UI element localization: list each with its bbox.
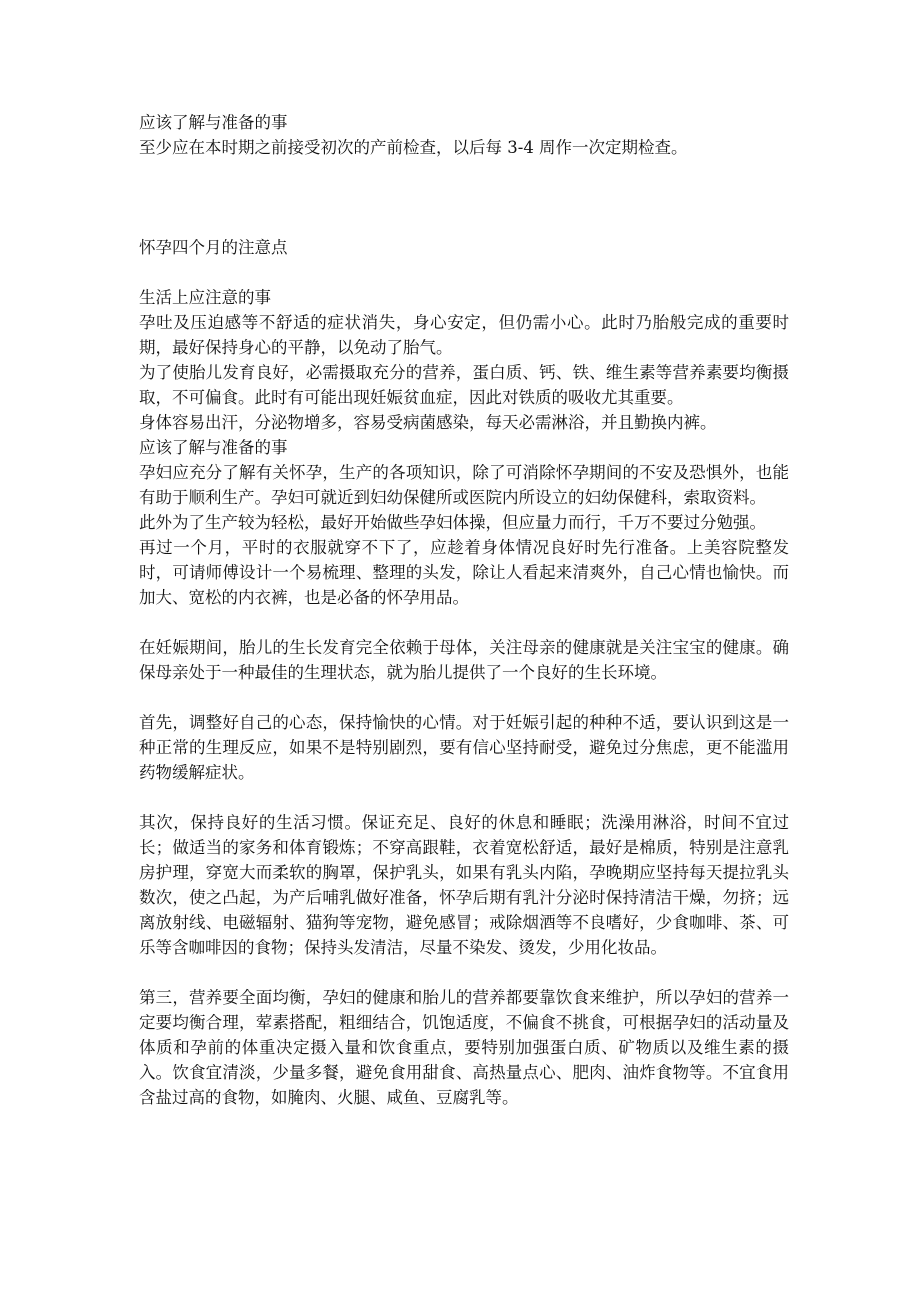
paragraph: 再过一个月，平时的衣服就穿不下了，应趁着身体情况良好时先行准备。上美容院整发时，可请师傅设计一个易梳理、整理的头发，除让人看起来清爽外，自己心情也愉快。而加大、宽松的内衣裤，也是必备的怀孕用品。 bbox=[139, 538, 789, 607]
paragraph: 首先，调整好自己的心态，保持愉快的心情。对于妊娠引起的种种不适，要认识到这是一种正常的生理反应，如果不是特别剧烈，要有信心坚持耐受，避免过分焦虑，更不能滥用药物缓解症状。 bbox=[139, 713, 789, 782]
document-page bbox=[139, 110, 789, 1110]
paragraph: 为了使胎儿发育良好，必需摄取充分的营养，蛋白质、钙、铁、维生素等营养素要均衡摄取，不可偏食。此时有可能出现妊娠贫血症，因此对铁质的吸收尤其重要。 bbox=[139, 363, 789, 407]
paragraph: 孕吐及压迫感等不舒适的症状消失，身心安定，但仍需小心。此时乃胎般完成的重要时期，最好保持身心的平静，以免动了胎气。 bbox=[139, 313, 789, 357]
paragraph: 在妊娠期间，胎儿的生长发育完全依赖于母体，关注母亲的健康就是关注宝宝的健康。确保母亲处于一种最佳的生理状态，就为胎儿提供了一个良好的生长环境。 bbox=[139, 638, 789, 682]
spacer bbox=[139, 960, 789, 985]
paragraph: 此外为了生产较为轻松，最好开始做些孕妇体操，但应量力而行，千万不要过分勉强。 bbox=[139, 513, 766, 532]
section-heading: 应该了解与准备的事 bbox=[139, 438, 288, 457]
spacer bbox=[139, 260, 789, 285]
paragraph: 孕妇应充分了解有关怀孕，生产的各项知识，除了可消除怀孕期间的不安及恐惧外，也能有助于顺利生产。孕妇可就近到妇幼保健所或医院内所设立的妇幼保健科，索取资料。 bbox=[139, 463, 789, 507]
section-heading: 生活上应注意的事 bbox=[139, 288, 271, 307]
spacer bbox=[139, 685, 789, 710]
spacer bbox=[139, 785, 789, 810]
paragraph: 至少应在本时期之前接受初次的产前检查，以后每 3-4 周作一次定期检查。 bbox=[139, 138, 688, 157]
paragraph: 第三，营养要全面均衡，孕妇的健康和胎儿的营养都要靠饮食来维护，所以孕妇的营养一定要均衡合理，荤素搭配，粗细结合，饥饱适度，不偏食不挑食，可根据孕妇的活动量及体质和孕前的体重决定摄入量和饮食重点，要特别加强蛋白质、矿物质以及维生素的摄入。饮食宜清淡，少量多餐，避免食用甜食、高热量点心、肥肉、油炸食物等。不宜食用含盐过高的食物，如腌肉、火腿、咸鱼、豆腐乳等。 bbox=[139, 988, 789, 1107]
section-heading: 应该了解与准备的事 bbox=[139, 113, 288, 132]
section-title: 怀孕四个月的注意点 bbox=[139, 238, 288, 257]
paragraph: 身体容易出汗，分泌物增多，容易受病菌感染，每天必需淋浴，并且勤换内裤。 bbox=[139, 413, 717, 432]
spacer bbox=[139, 610, 789, 635]
paragraph: 其次，保持良好的生活习惯。保证充足、良好的休息和睡眠；洗澡用淋浴，时间不宜过长；做适当的家务和体育锻炼；不穿高跟鞋，衣着宽松舒适，最好是棉质，特别是注意乳房护理，穿宽大而柔软的胸罩，保护乳头，如果有乳头内陷，孕晚期应坚持每天提拉乳头数次，使之凸起，为产后哺乳做好准备，怀孕后期有乳汁分泌时保持清洁干燥，勿挤；远离放射线、电磁辐射、猫狗等宠物，避免感冒；戒除烟酒等不良嗜好，少食咖啡、茶、可乐等含咖啡因的食物；保持头发清洁，尽量不染发、烫发，少用化妆品。 bbox=[139, 813, 789, 957]
spacer bbox=[139, 160, 789, 235]
